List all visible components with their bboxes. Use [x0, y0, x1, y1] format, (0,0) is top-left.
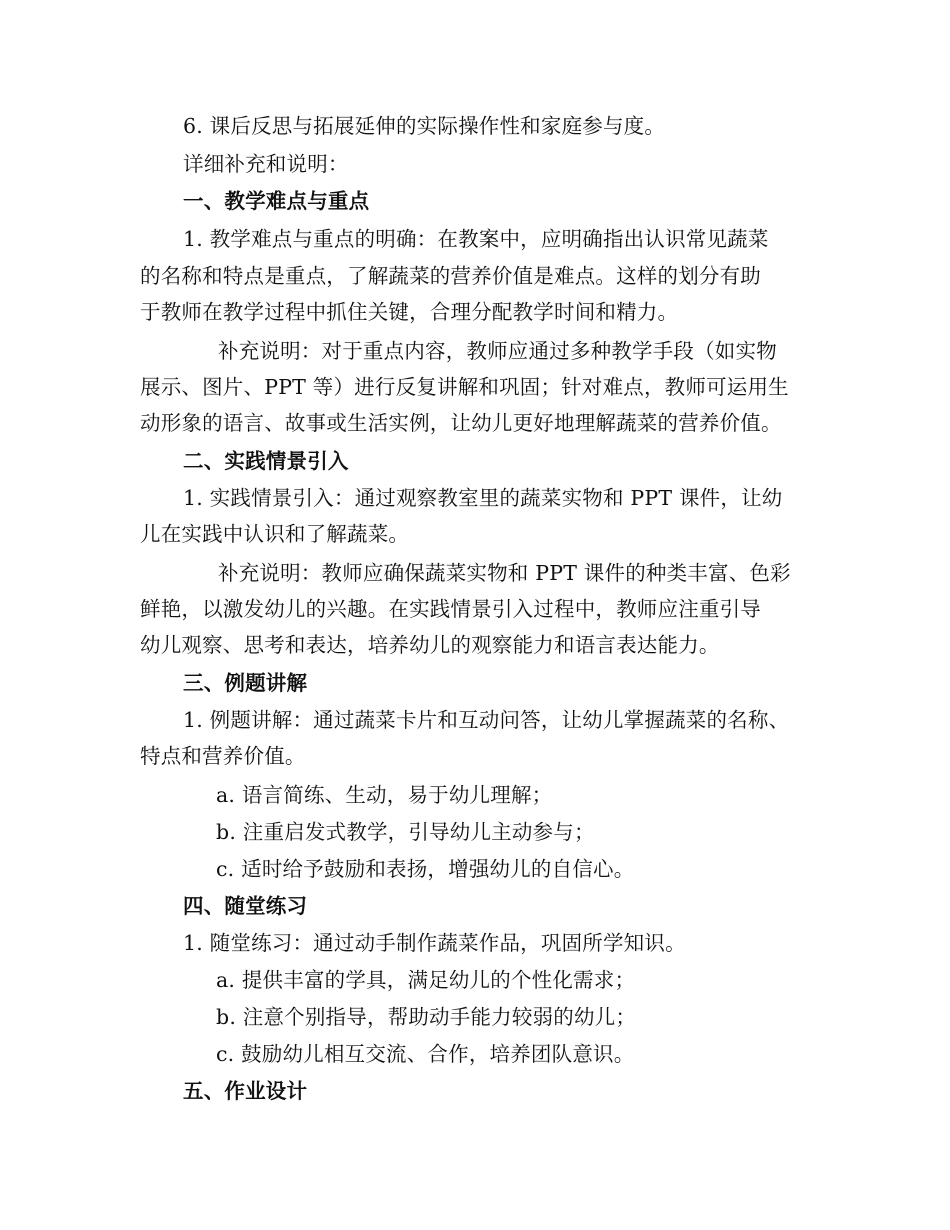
- paragraph-line: 1. 实践情景引入：通过观察教室里的蔬菜实物和 PPT 课件，让幼: [183, 486, 783, 510]
- paragraph-line: 1. 例题讲解：通过蔬菜卡片和互动问答，让幼儿掌握蔬菜的名称、: [183, 708, 790, 732]
- paragraph-line: 的名称和特点是重点，了解蔬菜的营养价值是难点。这样的划分有助: [140, 264, 761, 288]
- section-heading-4: 四、随堂练习: [183, 894, 308, 918]
- list-item: b. 注重启发式教学，引导幼儿主动参与；: [216, 820, 595, 844]
- paragraph-line: 1. 随堂练习：通过动手制作蔬菜作品，巩固所学知识。: [183, 931, 686, 955]
- list-item: c. 鼓励幼儿相互交流、合作，培养团队意识。: [216, 1042, 635, 1066]
- intro-item-6: 6. 课后反思与拓展延伸的实际操作性和家庭参与度。: [183, 114, 666, 138]
- section-heading-2: 二、实践情景引入: [183, 449, 349, 473]
- paragraph-line: 于教师在教学过程中抓住关键，合理分配教学时间和精力。: [140, 300, 679, 324]
- paragraph-line: 鲜艳，以激发幼儿的兴趣。在实践情景引入过程中，教师应注重引导: [140, 597, 761, 621]
- intro-note: 详细补充和说明：: [183, 152, 349, 176]
- list-item: a. 提供丰富的学具，满足幼儿的个性化需求；: [216, 968, 636, 992]
- paragraph-line: 1. 教学难点与重点的明确：在教案中，应明确指出认识常见蔬菜: [183, 227, 769, 251]
- paragraph-line: 补充说明：教师应确保蔬菜实物和 PPT 课件的种类丰富、色彩: [218, 561, 791, 585]
- paragraph-line: 幼儿观察、思考和表达，培养幼儿的观察能力和语言表达能力。: [140, 633, 720, 657]
- paragraph-line: 展示、图片、PPT 等）进行反复讲解和巩固；针对难点，教师可运用生: [140, 375, 789, 399]
- paragraph-line: 儿在实践中认识和了解蔬菜。: [140, 522, 410, 546]
- paragraph-line: 补充说明：对于重点内容，教师应通过多种教学手段（如实物: [218, 339, 777, 363]
- section-heading-1: 一、教学难点与重点: [183, 189, 370, 213]
- list-item: c. 适时给予鼓励和表扬，增强幼儿的自信心。: [216, 857, 635, 881]
- list-item: a. 语言简练、生动，易于幼儿理解；: [216, 783, 553, 807]
- list-item: b. 注意个别指导，帮助动手能力较弱的幼儿；: [216, 1005, 637, 1029]
- section-heading-5: 五、作业设计: [183, 1079, 308, 1103]
- paragraph-line: 动形象的语言、故事或生活实例，让幼儿更好地理解蔬菜的营养价值。: [140, 411, 782, 435]
- section-heading-3: 三、例题讲解: [183, 671, 308, 695]
- paragraph-line: 特点和营养价值。: [140, 744, 306, 768]
